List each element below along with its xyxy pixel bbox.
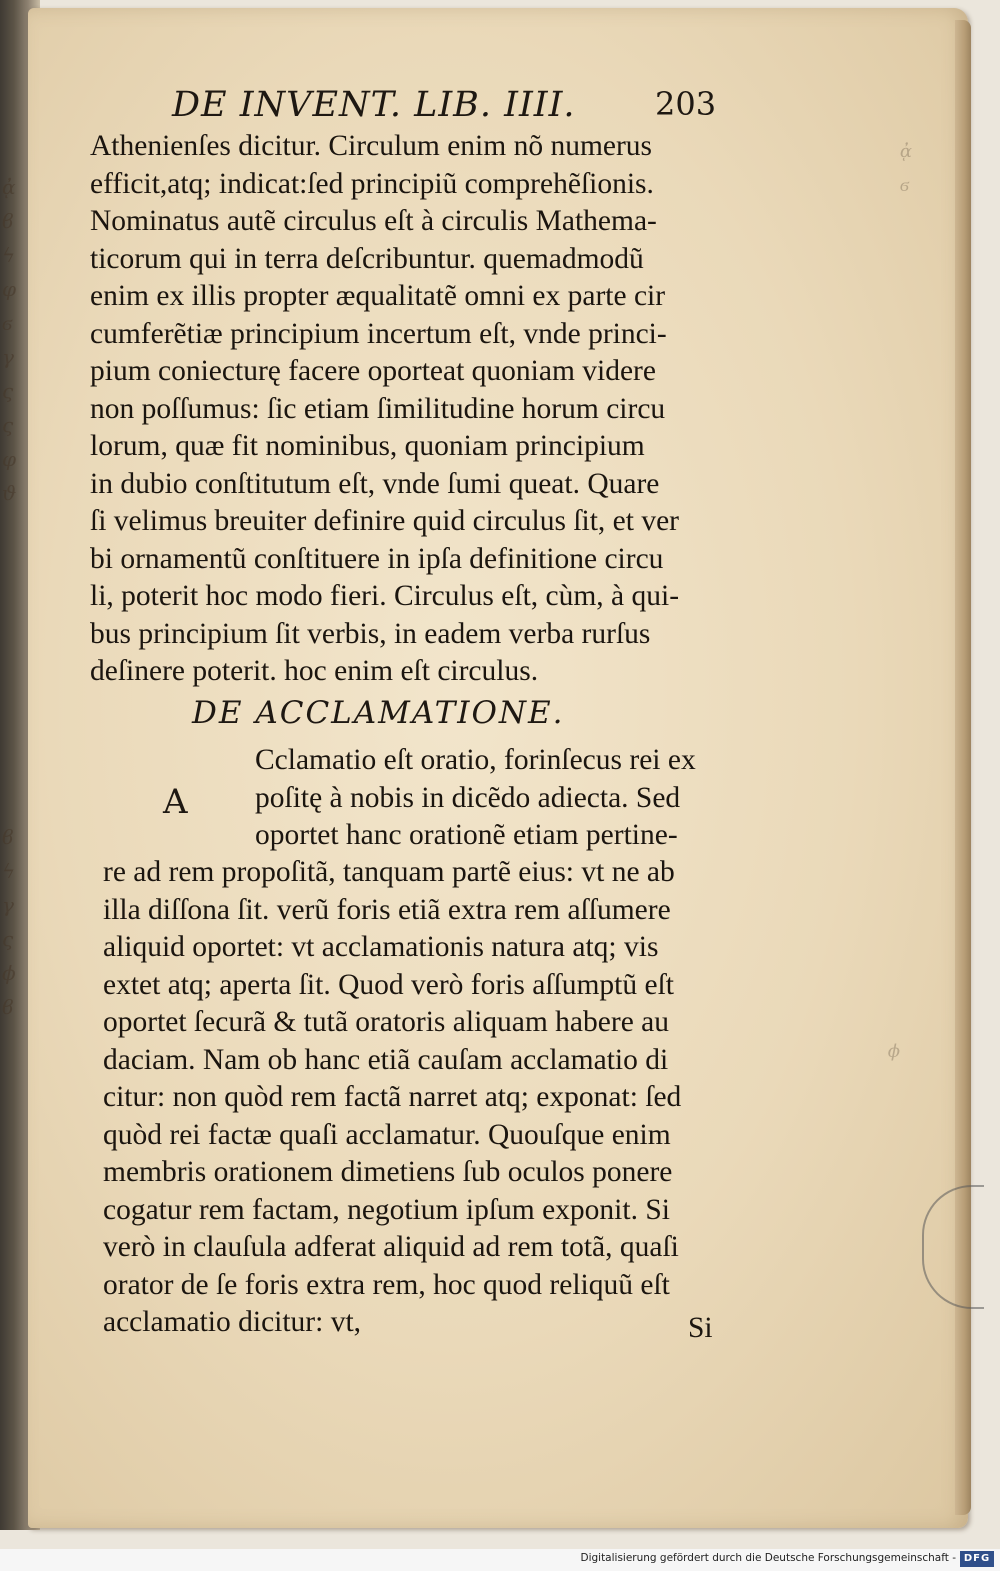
- text-line: verò in clauſula adferat aliquid ad rem totã, quaſi: [103, 1231, 679, 1263]
- text-line: oportet ſecurã & tutã oratoris aliquam habere au: [103, 1006, 670, 1038]
- text-line: oportet hanc orationẽ etiam pertine-: [255, 819, 678, 851]
- show-through-right-margin-lower: ϕ: [887, 1041, 900, 1062]
- dfg-logo: DFG: [960, 1551, 994, 1567]
- text-line: enim ex illis propter æqualitatẽ omni ex parte cir: [90, 280, 666, 312]
- text-block-acclamatio-indented: [255, 742, 815, 855]
- drop-initial: A: [163, 782, 188, 822]
- text-line: aliquid oportet: vt acclamationis natura atq; vis: [103, 931, 659, 963]
- text-block-circulus: [90, 128, 790, 691]
- show-through-left-margin-lower: ϐ ϟ γ ς ϕ ϐ: [2, 825, 16, 1019]
- text-line: li, poterit hoc modo fieri. Circulus eſt, cùm, à qui-: [90, 580, 680, 612]
- text-line: bi ornamentũ conſtituere in ipſa definitione circu: [90, 542, 664, 575]
- show-through-left-margin: ᾀ ϐ ϟ φ ϭ γ ς ς φ ϑ: [2, 175, 17, 505]
- text-line: poſitę à nobis in dicẽdo adiecta. Sed: [255, 781, 681, 814]
- catchword: Si: [688, 1312, 713, 1344]
- text-line: citur: non quòd rem factã narret atq; exponat: ſed: [103, 1081, 682, 1113]
- text-line: ticorum qui in terra deſcribuntur. quemadmodũ: [90, 242, 644, 275]
- show-through-right-margin: ᾀ ϭ: [899, 141, 912, 196]
- text-line: extet atq; aperta ſit. Quod verò foris aſſumptũ eſt: [103, 968, 674, 1001]
- text-line: Nominatus autẽ circulus eſt à circulis Mathema-: [90, 205, 657, 237]
- text-line: lorum, quæ fit nominibus, quoniam principium: [90, 430, 645, 462]
- text-line: cumferẽtiæ principium incertum eſt, vnde princi-: [90, 317, 667, 350]
- text-line: daciam. Nam ob hanc etiã cauſam acclamatio di: [103, 1043, 669, 1076]
- funding-credit: Digitalisierung gefördert durch die Deutsche Forschungsgemeinschaft -: [580, 1552, 956, 1564]
- text-line: orator de ſe foris extra rem, hoc quod reliquũ eſt: [103, 1268, 670, 1301]
- text-line: membris orationem dimetiens ſub oculos ponere: [103, 1156, 673, 1188]
- text-line: quòd rei factæ quaſi acclamatur. Quouſque enim: [103, 1118, 671, 1151]
- text-line: cogatur rem factam, negotium ipſum exponit. Si: [103, 1193, 670, 1226]
- text-line: deſinere poterit. hoc enim eſt circulus.: [90, 655, 539, 687]
- text-line: Athenienſes dicitur. Circulum enim nõ numerus: [90, 130, 653, 162]
- text-line: efficit,atq; indicat:ſed principiũ comprehẽſionis.: [90, 167, 654, 200]
- text-line: pium coniecturę facere oporteat quoniam videre: [90, 355, 656, 387]
- section-heading: DE ACCLAMATIONE.: [192, 695, 565, 731]
- text-line: illa diſſona ſit. verũ foris etiã extra rem aſſumere: [103, 893, 671, 926]
- page-number: 203: [655, 85, 717, 123]
- text-line: non poſſumus: ſic etiam ſimilitudine horum circu: [90, 392, 666, 425]
- text-line: bus principium ſit verbis, in eadem verba rurſus: [90, 617, 651, 650]
- text-line: ſi velimus breuiter definire quid circulus ſit, et ver: [90, 505, 680, 537]
- text-line: in dubio conſtitutum eſt, vnde ſumi queat. Quare: [90, 467, 660, 500]
- running-head: DE INVENT. LIB. IIII.: [172, 85, 576, 125]
- text-line: acclamatio dicitur: vt,: [103, 1306, 362, 1338]
- text-block-acclamatio: [103, 854, 803, 1342]
- text-line: Cclamatio eſt oratio, forinſecus rei ex: [255, 744, 696, 776]
- text-line: re ad rem propoſitã, tanquam partẽ eius: vt ne ab: [103, 856, 675, 888]
